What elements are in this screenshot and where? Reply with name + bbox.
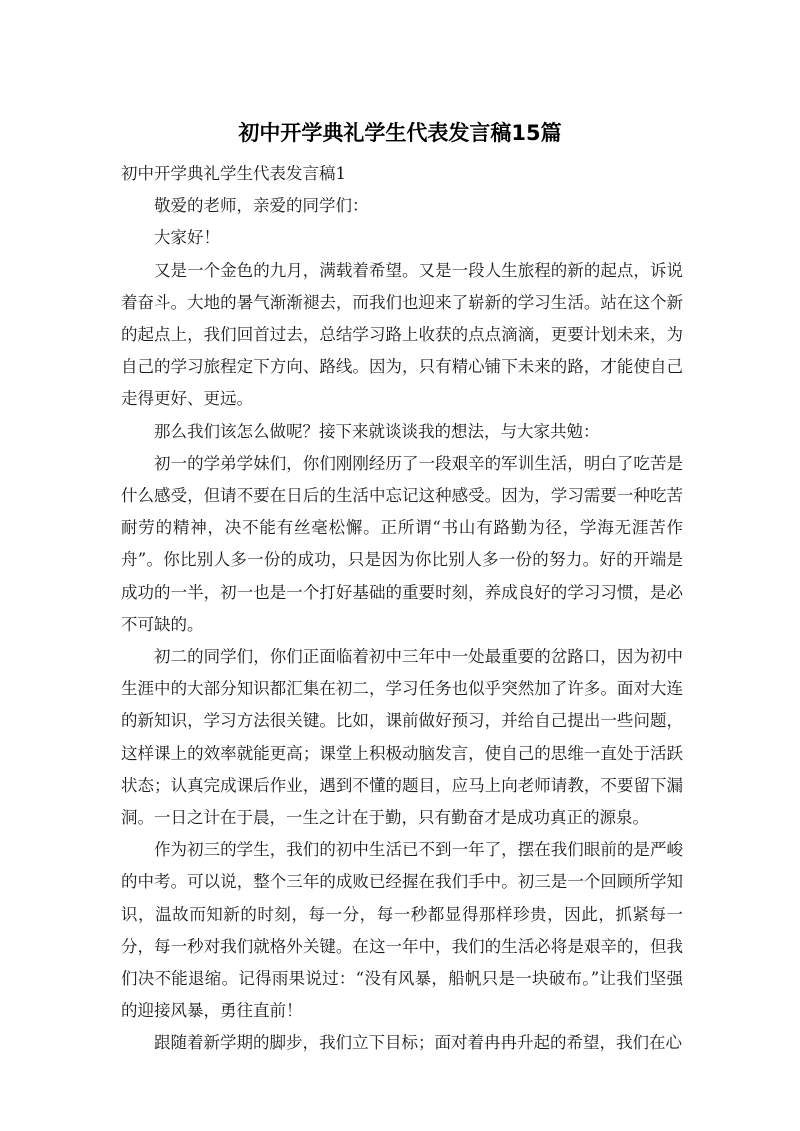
salutation-paragraph: 敬爱的老师，亲爱的同学们： <box>154 196 369 216</box>
body-paragraph: 初一的学弟学妹们，你们刚刚经历了一段艰辛的军训生活，明白了吃苦是什么感受，但请不要在日后的生活中忘记这种感受。因为，学习需要一种吃苦耐劳的精神，决不能有丝毫松懈。正所谓“书山有路勤为径，学海无涯苦作舟”。你比别人多一份的成功，只是因为你比别人多一份的努力。好的开端是成功的一半，初一也是一个打好基础的重要时刻，养成良好的学习习惯，是必不可缺的。 <box>121 453 683 634</box>
body-paragraph: 跟随着新学期的脚步，我们立下目标；面对着冉冉升起的希望，我们在心 <box>154 1033 682 1053</box>
document-body <box>121 158 683 1060</box>
body-paragraph: 又是一个金色的九月，满载着希望。又是一段人生旅程的新的起点，诉说着奋斗。大地的暑气渐渐褪去，而我们也迎来了崭新的学习生活。站在这个新的起点上，我们回首过去，总结学习路上收获的点点滴滴，更要计划未来，为自己的学习旅程定下方向、路线。因为，只有精心铺下未来的路，才能使自己走得更好、更远。 <box>121 260 683 409</box>
section-heading: 初中开学典礼学生代表发言稿1 <box>121 164 346 183</box>
body-paragraph: 初二的同学们，你们正面临着初中三年中一处最重要的岔路口，因为初中生涯中的大部分知识都汇集在初二，学习任务也似乎突然加了许多。面对大连的新知识，学习方法很关键。比如，课前做好预习，并给自己提出一些问题，这样课上的效率就能更高；课堂上积极动脑发言，使自己的思维一直处于活跃状态；认真完成课后作业，遇到不懂的题目，应马上向老师请教，不要留下漏洞。一日之计在于晨，一生之计在于勤，只有勤奋才是成功真正的源泉。 <box>121 647 683 828</box>
document-title: 初中开学典礼学生代表发言稿15篇 <box>238 121 562 145</box>
body-paragraph: 作为初三的学生，我们的初中生活已不到一年了，摆在我们眼前的是严峻的中考。可以说，整个三年的成败已经握在我们手中。初三是一个回顾所学知识，温故而知新的时刻，每一分，每一秒都显得那样珍贵，因此，抓紧每一分，每一秒对我们就格外关键。在这一年中，我们的生活必将是艰辛的，但我们决不能退缩。记得雨果说过：“没有风暴，船帆只是一块破布。”让我们坚强的迎接风暴，勇往直前！ <box>121 840 683 1021</box>
greeting-paragraph: 大家好！ <box>154 228 220 248</box>
body-paragraph: 那么我们该怎么做呢？接下来就谈谈我的想法，与大家共勉： <box>154 421 600 441</box>
